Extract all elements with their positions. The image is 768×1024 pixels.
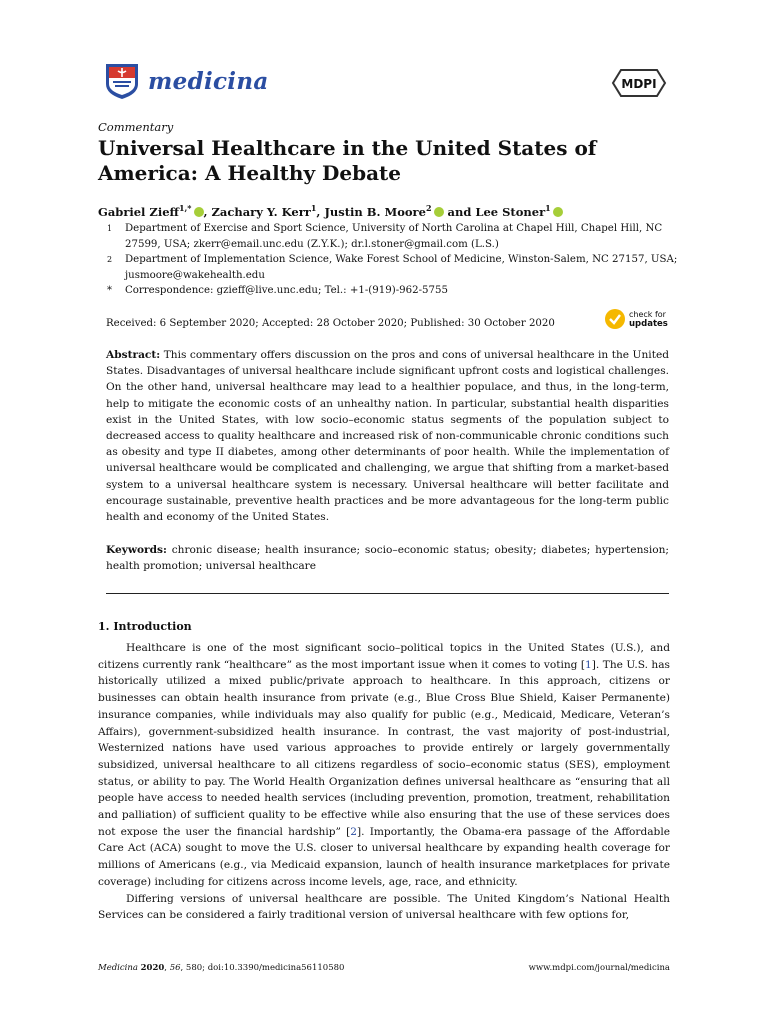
author-affil-marker: 1 <box>310 203 317 213</box>
citation-info: Medicina 2020, 56, 580; doi:10.3390/medicina56110580 <box>98 963 345 973</box>
section-divider <box>106 593 669 594</box>
keywords-label: Keywords: <box>106 544 167 556</box>
check-updates-line2: updates <box>629 318 668 329</box>
mdpi-hexagon-icon <box>611 67 667 99</box>
journal-logo[interactable] <box>104 62 269 100</box>
footer-doi: , 580; doi:10.3390/medicina56110580 <box>180 963 345 973</box>
correspondence-text: Correspondence: gzieff@live.unc.edu; Tel.: +1-(919)-962-5755 <box>125 285 448 296</box>
paragraph-text: ]. The U.S. has historically utilized a mixed public/private approach to healthcare. In this approach, citizens or businesses can obtain health insurance from private (e.g., Blue Cross Blue Shield, Kaiser Permanente) insurance companies, while individuals may also qualify for public (e.g., Medicaid, Medicare, Veteran’s Affairs), government-subsidized health insurance. In contrast, the vast majority of post-industrial, Westernized nations have used various approaches to provide entirely or largely governmentally subsidized, universal healthcare to all citizens regardless of socio–economic status (SES), employment status, or ability to pay. The World Health Organization defines universal healthcare as “ensuring that all people have access to needed health services (including prevention, promotion, treatment, rehabilitation and palliation) of sufficient quality to be effective while also ensuring that the use of these services does not expose the user the financial hardship” [ <box>98 658 670 838</box>
check-updates-line1: check for <box>629 309 666 319</box>
keywords-text: chronic disease; health insurance; socio–economic status; obesity; diabetes; hypertension; health promotion; universal healthcare <box>106 544 669 573</box>
check-updates-icon <box>604 308 626 330</box>
abstract <box>106 347 669 525</box>
paragraph-text: ]. Importantly, the Obama-era passage of the Affordable Care Act (ACA) sought to move the U.S. closer to universal healthcare by expanding health coverage for millions of Americans (e.g., via Medicaid expansion, launch of health insurance marketplaces for private coverage) including for citizens across income levels, age, race, and ethnicity. <box>98 825 670 888</box>
medicina-emblem-icon <box>104 62 140 100</box>
author-affil-marker: 2 <box>425 203 432 213</box>
orcid-icon[interactable] <box>434 207 444 217</box>
check-for-updates-badge[interactable] <box>604 308 668 330</box>
paragraph <box>98 640 670 891</box>
affiliation-text: Department of Exercise and Sport Science, University of North Carolina at Chapel Hill, Chapel Hill, NC 27599, USA; zkerr@email.unc.edu (Z.Y.K.); dr.l.stoner@gmail.com (L.S.) <box>125 223 663 250</box>
article-title: Universal Healthcare in the United States of America: A Healthy Debate <box>98 136 597 185</box>
affiliation-item <box>98 283 678 299</box>
author-name: Gabriel Zieff <box>98 204 179 219</box>
keywords <box>106 542 669 574</box>
abstract-label: Abstract: <box>106 349 161 361</box>
affiliation-text: Department of Implementation Science, Wake Forest School of Medicine, Winston-Salem, NC 27157, USA; jusmoore@wakehealth.edu <box>125 254 678 281</box>
author-affil-marker: 1,* <box>178 203 192 213</box>
citation-link[interactable]: 1 <box>585 658 592 671</box>
affiliation-marker: * <box>107 285 112 296</box>
body-text <box>98 640 670 924</box>
paragraph-text: Healthcare is one of the most significant socio–political topics in the United States (U.S.), and citizens currently rank “healthcare” as the most important issue when it comes to voting [ <box>98 642 670 671</box>
page-footer <box>98 963 670 973</box>
article-type: Commentary <box>98 120 174 134</box>
author-list <box>98 203 563 219</box>
citation-link[interactable]: 2 <box>350 825 357 838</box>
orcid-icon[interactable] <box>194 207 204 217</box>
footer-year: 2020 <box>140 963 165 973</box>
section-heading: 1. Introduction <box>98 620 192 633</box>
author-separator: , <box>203 204 212 219</box>
orcid-icon[interactable] <box>553 207 563 217</box>
journal-name: medicina <box>148 67 269 95</box>
paragraph: Differing versions of universal healthcare are possible. The United Kingdom’s National Health Services can be considered a fairly traditional version of universal healthcare with few options for, <box>98 892 670 922</box>
mdpi-logo[interactable] <box>611 67 667 103</box>
author-affil-marker: 1 <box>545 203 551 213</box>
abstract-text: This commentary offers discussion on the pros and cons of universal healthcare in the United States. Disadvantages of universal healthcare include significant upfront costs and logistical challenges. On the other hand, universal healthcare may lead to a healthier populace, and thus, in the long-term, help to mitigate the economic costs of an unhealthy nation. In particular, substantial health disparities exist in the United States, with low socio–economic status segments of the population subject to decreased access to quality healthcare and increased risk of non-communicable chronic conditions such as obesity and type II diabetes, among other determinants of poor health. While the implementation of universal healthcare would be complicated and challenging, we argue that shifting from a market-based system to a universal healthcare system is necessary. Universal healthcare will better facilitate and encourage sustainable, preventive health practices and be more advantageous for the long-term public health and economy of the United States. <box>106 349 670 524</box>
footer-journal: Medicina <box>98 963 138 973</box>
author-name: Zachary Y. Kerr <box>211 204 311 219</box>
author-name: Justin B. Moore <box>324 204 426 219</box>
affiliation-item <box>98 221 678 252</box>
author-separator: , <box>316 204 325 219</box>
journal-url[interactable]: www.mdpi.com/journal/medicina <box>528 963 670 973</box>
author-separator: and <box>443 204 476 219</box>
author-name: Lee Stoner <box>475 204 546 219</box>
affiliation-marker: 2 <box>107 255 113 264</box>
affiliations <box>98 221 678 299</box>
publisher-name: MDPI <box>621 77 657 91</box>
footer-volume: 56 <box>169 963 181 973</box>
publication-dates: Received: 6 September 2020; Accepted: 28 October 2020; Published: 30 October 2020 <box>106 318 555 329</box>
affiliation-marker: 1 <box>107 224 113 233</box>
affiliation-item <box>98 252 678 283</box>
